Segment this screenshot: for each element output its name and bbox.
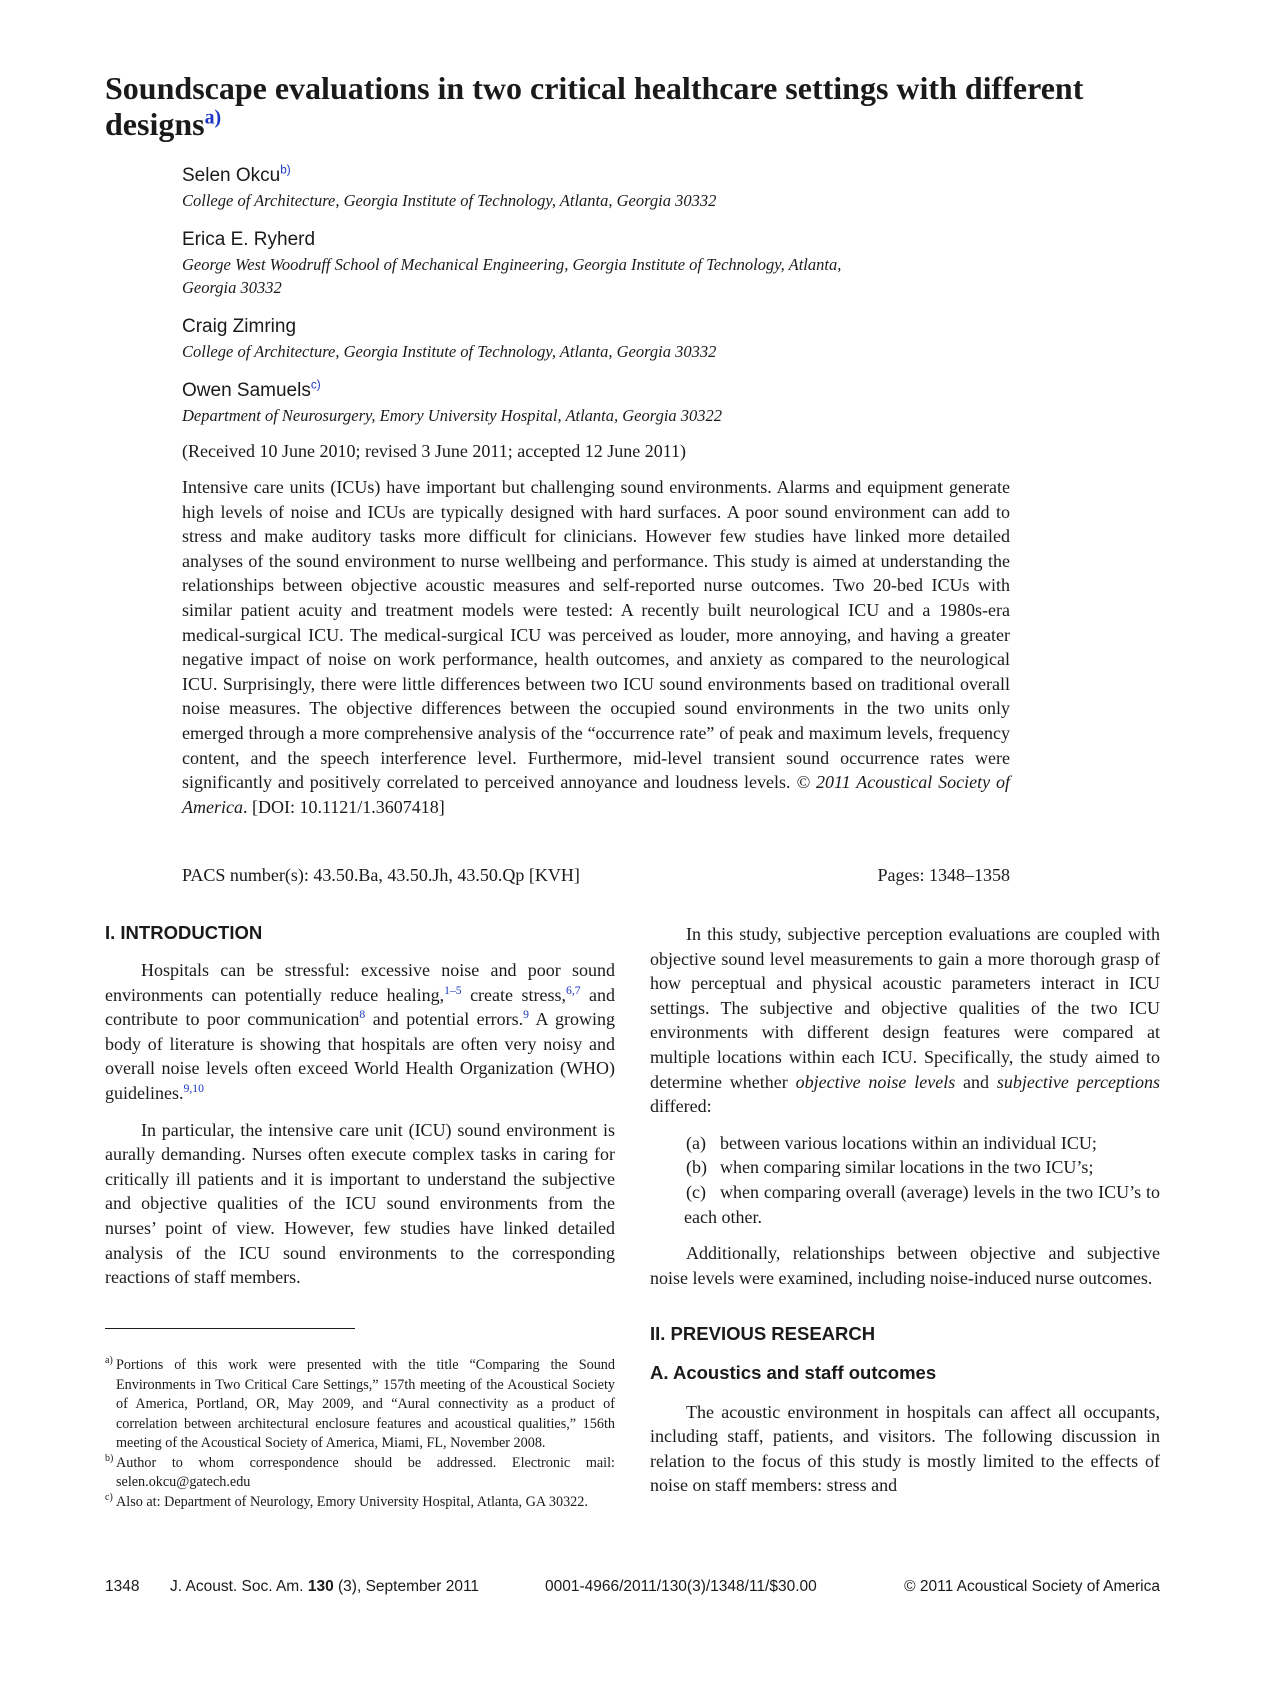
subsection-heading: A. Acoustics and staff outcomes: [650, 1361, 937, 1383]
aims-list: [650, 1131, 1160, 1229]
previous-research-paragraph: The acoustic environment in hospitals can affect all occupants, including staff, patients, and visitors. The following discussion in relation to the focus of this study is mostly limited to the effects of noise on staff members: stress and: [650, 1401, 1160, 1496]
author-affiliation: College of Architecture, Georgia Institute of Technology, Atlanta, Georgia 30332: [182, 191, 717, 210]
title-footnote-mark[interactable]: a): [204, 106, 222, 129]
author-affiliation-line2: Georgia 30332: [182, 278, 282, 297]
author-footnote-mark[interactable]: b): [280, 163, 291, 177]
intro-body: [105, 958, 615, 1290]
section-heading-introduction: I. INTRODUCTION: [105, 922, 263, 943]
intro-paragraph-1: Hospitals can be stressful: excessive noise and poor sound environments can potentially reduce healing,$^{1-5}$ create stress,$^{6,7}$ and contribute to poor communication$^8$ and potential errors.$^9$ A growing body of literature is showing that hospitals are often very noisy and overall noise levels often exceed World Health Organization (WHO) guidelines.$^{9,10}$: [105, 960, 615, 1103]
section-heading-previous-research: II. PREVIOUS RESEARCH: [650, 1323, 876, 1345]
footnotes: [105, 1356, 615, 1512]
abstract-text: Intensive care units (ICUs) have important but challenging sound environments. Alarms and equipment generate high levels of noise and ICUs are typically designed with hard surfaces. A poor sound environment can add to stress and make auditory tasks more difficult for clinicians. However few studies have linked more detailed analyses of the sound environment to nurse wellbeing and performance. This study is aimed at understanding the relationships between objective acoustic measures and self-reported nurse outcomes. Two 20-bed ICUs with similar patient acuity and treatment models were tested: A recently built neurological ICU and a 1980s-era medical-surgical ICU. The medical-surgical ICU was perceived as louder, more annoying, and having a greater negative impact of noise on work performance, health outcomes, and anxiety as compared to the neurological ICU. Surprisingly, there were little differences between two ICU sound environments based on traditional overall noise measures. The objective differences between the occupied sound environments in the two units only emerged through a more comprehensive analysis of the “occurrence rate” of peak and maximum levels, frequency content, and the speech interference level. Furthermore, mid-level transient sound occurrence rates were significantly and positively correlated to perceived annoyance and loudness levels.: [182, 477, 1010, 793]
abstract-copyright: © 2011 Acoustical Society of America: [182, 772, 1011, 817]
list-item: (c) when comparing overall (average) levels in the two ICU’s to each other.: [684, 1181, 1160, 1227]
citation-link[interactable]: 6,7: [565, 983, 581, 997]
author-affiliation: College of Architecture, Georgia Institute of Technology, Atlanta, Georgia 30332: [182, 342, 717, 361]
footer-journal: J. Acoust. Soc. Am. 130 (3), September 2011: [170, 1578, 480, 1595]
author-name: Selen Okcu$^{b)}$: [182, 163, 291, 186]
footnote-divider: [105, 1328, 355, 1329]
footnote: a) Portions of this work were presented with the title “Comparing the Sound Environments in Two Critical Care Settings,” 157th meeting of the Acoustical Society of America, Portland, OR, May 2009, and “Aural connectivity as a product of correlation between architectural enclosure features and acoustical qualities,” 156th meeting of the Acoustical Society of America, Miami, FL, November 2008.: [105, 1355, 615, 1451]
pacs-numbers: PACS number(s): 43.50.Ba, 43.50.Jh, 43.50.Qp [KVH]: [182, 865, 580, 885]
article-title-text: Soundscape evaluations in two critical healthcare settings with different designs: [105, 70, 1084, 142]
footer-copyright: © 2011 Acoustical Society of America: [904, 1578, 1160, 1595]
intro-paragraph-2: In particular, the intensive care unit (ICU) sound environment is aurally demanding. Nurses often execute complex tasks in caring for critically ill patients and it is important to understand the subjective and objective qualities of the ICU sound environments from the nurses’ point of view. However, few studies have linked detailed analysis of the ICU sound environments to the corresponding reactions of staff members.: [105, 1119, 615, 1288]
study-aims-paragraph: In this study, subjective perception evaluations are coupled with objective sound level measurements to gain a more thorough grasp of how perceptual and physical acoustic parameters interact in ICU settings. The subjective and objective qualities of the two ICU environments with different design features were compared at multiple locations within each ICU. Specifically, the study aimed to determine whether objective noise levels and subjective perceptions differed:: [650, 924, 1161, 1117]
footnote: b) Author to whom correspondence should be addressed. Electronic mail: selen.okcu@gatech.edu: [105, 1452, 615, 1490]
page-range: Pages: 1348–1358: [877, 865, 1010, 885]
article-title: [105, 70, 1185, 142]
author-name: Owen Samuels$^{c)}$: [182, 378, 321, 401]
author-name: Erica E. Ryherd: [182, 229, 316, 250]
abstract-doi[interactable]: . [DOI: 10.1121/1.3607418]: [242, 796, 445, 817]
footer-page-number: 1348: [105, 1578, 140, 1595]
right-column-body: [650, 922, 1160, 1498]
citation-link[interactable]: 9,10: [183, 1081, 204, 1095]
list-item: (a) between various locations within an individual ICU;: [686, 1132, 1097, 1153]
abstract: [182, 475, 1010, 819]
citation-link[interactable]: 1–5: [444, 983, 462, 997]
relationships-paragraph: Additionally, relationships between objective and subjective noise levels were examined, including noise-induced nurse outcomes.: [650, 1243, 1160, 1288]
received-dates: (Received 10 June 2010; revised 3 June 2011; accepted 12 June 2011): [182, 441, 687, 461]
list-item: (b) when comparing similar locations in the two ICU’s;: [686, 1157, 1094, 1178]
footer-code: 0001-4966/2011/130(3)/1348/11/$30.00: [545, 1578, 817, 1595]
author-affiliation: Department of Neurosurgery, Emory University Hospital, Atlanta, Georgia 30322: [182, 406, 723, 425]
citation-link[interactable]: 8: [359, 1008, 366, 1022]
author-affiliation: George West Woodruff School of Mechanical Engineering, Georgia Institute of Technology, Atlanta,: [182, 255, 842, 274]
author-name: Craig Zimring: [182, 316, 297, 337]
author-footnote-mark[interactable]: c): [310, 378, 321, 392]
citation-link[interactable]: 9: [523, 1008, 530, 1022]
footnote: c) Also at: Department of Neurology, Emory University Hospital, Atlanta, GA 30322.: [105, 1491, 588, 1510]
